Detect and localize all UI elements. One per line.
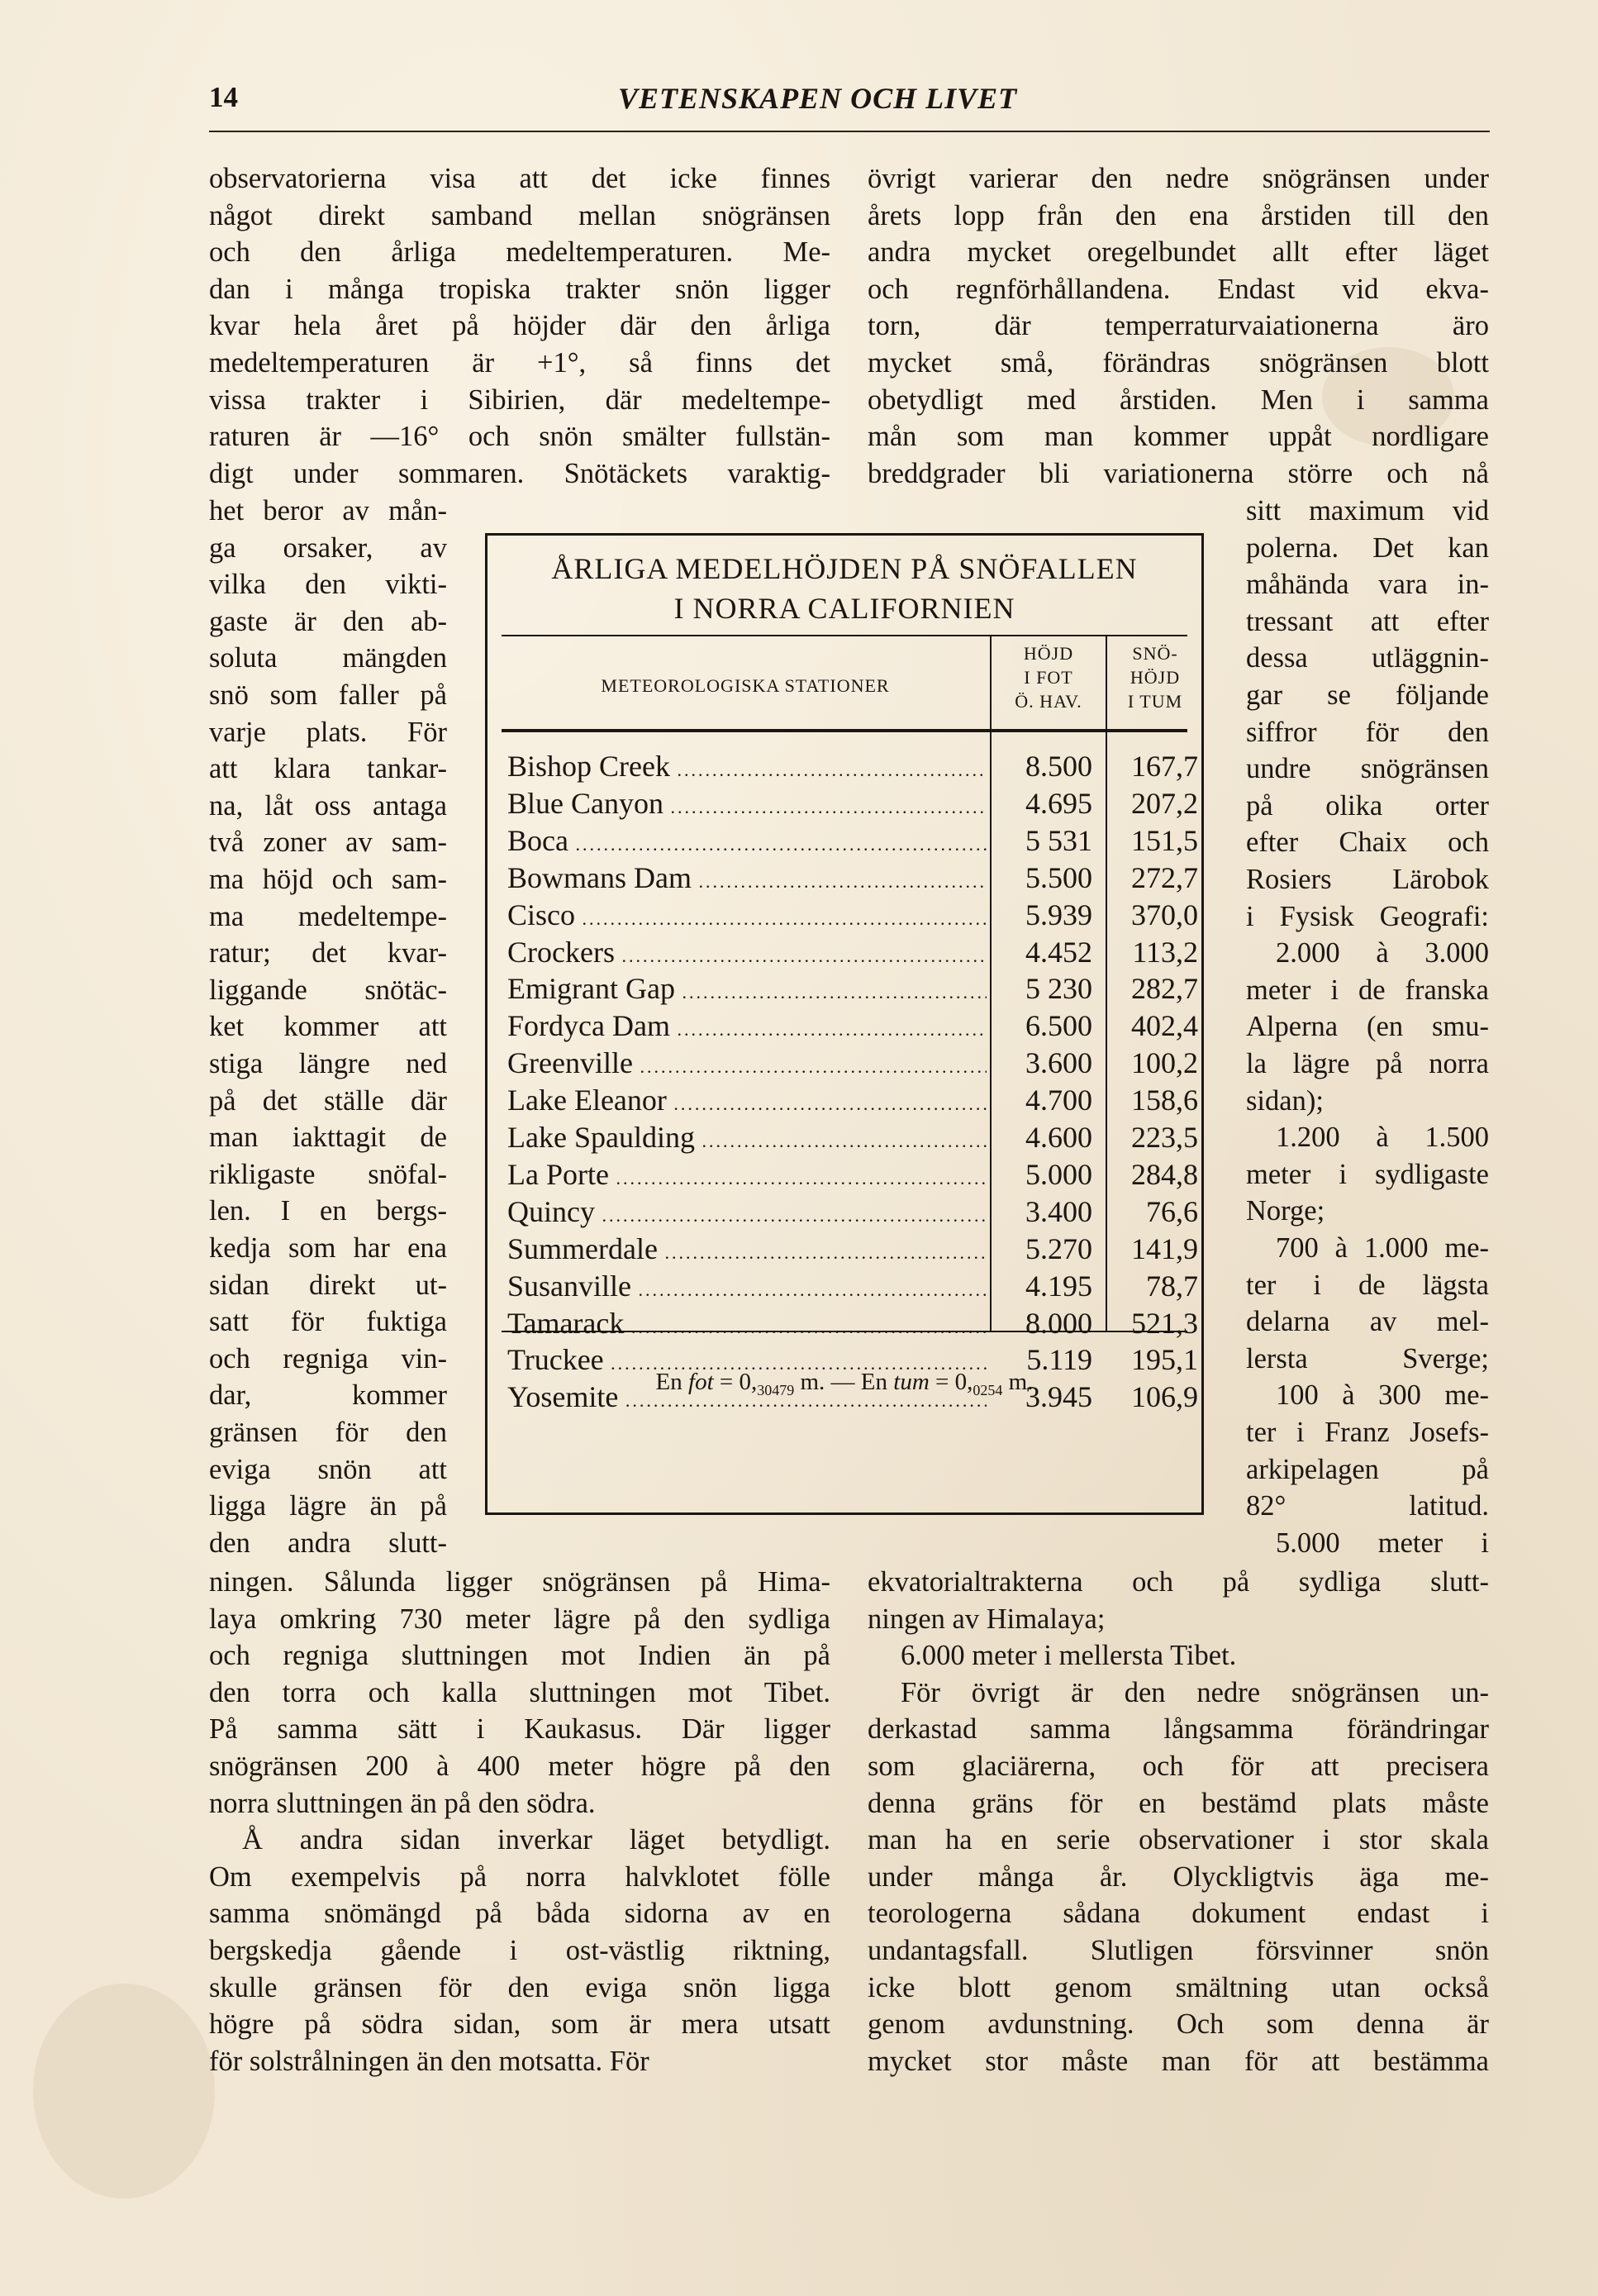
text-line: sitt maximum vid [1246, 495, 1489, 526]
text-line: ligga lägre än på [209, 1490, 447, 1522]
station-name: Cisco ..... [507, 898, 987, 932]
footnote-text: m. — En [800, 1369, 888, 1395]
footnote-subscript: 30479 [757, 1381, 795, 1398]
station-name: Crockers ..... [507, 935, 987, 969]
snow-value: 113,2 [1132, 935, 1198, 969]
text-line: sidan direkt ut- [209, 1269, 447, 1301]
station-name: Emigrant Gap ..... [507, 971, 987, 1006]
text-line: måhända vara in- [1246, 569, 1489, 601]
text-line: kvar hela året på höjder där den årliga [209, 310, 830, 342]
station-name: Lake Spaulding ..... [507, 1120, 987, 1155]
footnote-text: m. [1008, 1369, 1034, 1395]
height-value: 6.500 [1025, 1009, 1092, 1043]
text-line: ket kommer att [209, 1011, 447, 1043]
footnote-text: En [655, 1369, 682, 1395]
text-line: årets lopp från den ena årstiden till den [868, 199, 1489, 231]
text-line: gaste är den ab- [209, 605, 447, 637]
height-value: 5.119 [1026, 1343, 1092, 1377]
text-line: arkipelagen på [1246, 1453, 1489, 1485]
station-name: Lake Eleanor ..... [507, 1083, 987, 1117]
text-line: 1.200 à 1.500 [1276, 1122, 1489, 1154]
text-line: ter i Franz Josefs- [1246, 1417, 1489, 1448]
text-line: denna gräns för en bestämd plats måste [868, 1787, 1489, 1819]
snow-value: 402,4 [1131, 1009, 1198, 1043]
table-row [487, 1008, 1201, 1046]
text-line: ratur; det kvar- [209, 937, 447, 969]
height-value: 8.000 [1025, 1306, 1092, 1340]
text-line: soluta mängden [209, 642, 447, 674]
station-name: Susanville ..... [507, 1269, 987, 1303]
text-line: laya omkring 730 meter lägre på den sydliga [209, 1603, 830, 1635]
height-value: 5.939 [1025, 898, 1092, 931]
height-value: 3.945 [1025, 1380, 1092, 1414]
text-line: mycket stor måste man för att bestämma [868, 2045, 1489, 2077]
text-line: sidan); [1246, 1084, 1324, 1117]
text-line: 6.000 meter i mellersta Tibet. [901, 1640, 1237, 1672]
text-line: på olika orter [1246, 789, 1489, 822]
height-value: 5.000 [1025, 1157, 1092, 1191]
text-line: kedja som har ena [209, 1232, 447, 1264]
text-line: i Fysisk Geografi: [1246, 900, 1489, 932]
text-line: torn, där temperraturvaiationerna äro [868, 310, 1489, 342]
text-line: efter Chaix och [1246, 826, 1489, 859]
snow-value: 100,2 [1131, 1046, 1198, 1080]
text-line: ekvatorialtrakterna och på sydliga slutt- [868, 1566, 1489, 1598]
table-row [487, 1046, 1201, 1083]
text-line: la lägre på norra [1246, 1048, 1489, 1079]
station-name: Fordyca Dam ..... [507, 1008, 987, 1043]
text-line: stiga längre ned [209, 1048, 447, 1079]
table-row [487, 1083, 1201, 1120]
height-value: 4.452 [1025, 935, 1092, 969]
header-rule [209, 131, 1490, 132]
table-row [487, 860, 1201, 898]
text-line: norra sluttningen än på den södra. [209, 1787, 596, 1819]
height-value: 3.400 [1025, 1194, 1092, 1228]
text-line: snö som faller på [209, 679, 447, 711]
station-name: Yosemite ..... [507, 1379, 987, 1414]
table-title [487, 549, 1201, 628]
text-line: två zoner av sam- [209, 826, 447, 859]
height-value: 4.600 [1025, 1121, 1092, 1154]
snow-value: 158,6 [1131, 1084, 1198, 1117]
table-row [487, 749, 1201, 786]
snow-value: 223,5 [1131, 1121, 1198, 1154]
text-line: derkastad samma långsamma förändringar [868, 1713, 1489, 1746]
text-line: man iakttagit de [209, 1122, 447, 1154]
height-value: 4.700 [1025, 1084, 1092, 1117]
text-line: och regniga vin- [209, 1342, 447, 1374]
text-line: mycket små, förändras snögränsen blott [868, 347, 1489, 379]
text-line: observatorierna visa att det icke finnes [209, 163, 830, 194]
snow-value: 272,7 [1131, 860, 1198, 894]
text-line: lersta Sverge; [1246, 1342, 1489, 1374]
text-line: för solstrålningen än den motsatta. För [209, 2045, 649, 2077]
text-line: undre snögränsen [1246, 753, 1489, 785]
column-header-line: HÖJD [1130, 667, 1181, 688]
running-head: VETENSKAPEN OCH LIVET [618, 82, 1018, 115]
text-line: Norge; [1246, 1195, 1325, 1227]
paper-stain [33, 1984, 215, 2198]
text-line: obetydligt med årstiden. Men i samma [868, 383, 1489, 416]
text-line: Alperna (en smu- [1246, 1011, 1489, 1043]
footnote-text: = 0, [719, 1369, 758, 1395]
station-name: Greenville ..... [507, 1046, 987, 1080]
table-row [487, 786, 1201, 823]
page-number: 14 [209, 81, 238, 113]
text-line: bergskedja gående i ost-västlig riktning, [209, 1935, 830, 1966]
footnote-subscript: 0254 [973, 1381, 1003, 1398]
snow-value: 78,7 [1146, 1269, 1198, 1303]
station-name: Truckee ..... [507, 1342, 987, 1377]
snow-value: 370,0 [1131, 898, 1198, 931]
footnote-text: = 0, [935, 1369, 973, 1395]
text-line: 100 à 300 me- [1276, 1379, 1489, 1412]
column-header-height [993, 641, 1104, 713]
snow-value: 207,2 [1131, 786, 1198, 820]
table-header-bottom-rule [502, 729, 1187, 732]
table-footer-rule [502, 1331, 1187, 1332]
text-line: att klara tankar- [209, 753, 447, 785]
text-line: 82° latitud. [1246, 1490, 1489, 1522]
column-header-snow [1109, 641, 1201, 713]
text-line: siffror för den [1246, 716, 1489, 748]
text-line: meter i sydligaste [1246, 1158, 1489, 1190]
text-line: gränsen för den [209, 1417, 447, 1448]
text-line: rikligaste snöfal- [209, 1158, 447, 1190]
text-line: på det ställe där [209, 1084, 447, 1117]
text-line: polerna. Det kan [1246, 531, 1489, 564]
table-row [487, 1269, 1201, 1306]
text-line: icke blott genom smältning utan också [868, 1971, 1489, 2003]
text-line: len. I en bergs- [209, 1195, 447, 1227]
text-line: ter i de lägsta [1246, 1269, 1489, 1301]
text-line: vilka den vikti- [209, 569, 447, 601]
table-title-line: ÅRLIGA MEDELHÖJDEN PÅ SNÖFALLEN [551, 552, 1138, 585]
column-header-line: I FOT [1024, 667, 1073, 688]
text-line: 5.000 meter i [1276, 1527, 1489, 1559]
snow-value: 141,9 [1131, 1231, 1198, 1265]
text-line: tressant att efter [1246, 605, 1489, 637]
text-line: skulle gränsen för den eviga snön ligga [209, 1971, 830, 2003]
text-line: digt under sommaren. Snötäckets varaktig- [209, 457, 830, 489]
snow-value: 282,7 [1131, 972, 1198, 1006]
text-line: dar, kommer [209, 1379, 447, 1412]
table-row [487, 898, 1201, 935]
text-line: vissa trakter i Sibirien, där medeltempe- [209, 383, 830, 416]
table-row [487, 823, 1201, 860]
snow-value: 195,1 [1131, 1343, 1198, 1377]
table-row [487, 1194, 1201, 1231]
text-line: undantagsfall. Slutligen försvinner snön [868, 1935, 1489, 1966]
height-value: 3.600 [1025, 1046, 1092, 1080]
snow-value: 151,5 [1131, 823, 1198, 857]
text-line: snögränsen 200 à 400 meter högre på den [209, 1751, 830, 1782]
text-line: övrigt varierar den nedre snögränsen under [868, 163, 1489, 194]
text-line: den torra och kalla sluttningen mot Tibet. [209, 1676, 830, 1708]
footnote-unit: tum [893, 1369, 930, 1395]
text-line: man ha en serie observationer i stor skala [868, 1824, 1489, 1856]
text-line: na, låt oss antaga [209, 789, 447, 822]
text-line: dessa utläggnin- [1246, 642, 1489, 674]
text-line: het beror av mån- [209, 495, 447, 526]
text-line: raturen är —16° och snön smälter fullstän- [209, 421, 830, 453]
station-name: Summerdale ..... [507, 1231, 987, 1266]
text-line: gar se följande [1246, 679, 1489, 711]
text-line: 2.000 à 3.000 [1276, 937, 1489, 969]
snow-value: 284,8 [1131, 1157, 1198, 1191]
text-line: mån som man kommer uppåt nordligare [868, 421, 1489, 453]
station-name: Tamarack ..... [507, 1306, 987, 1341]
text-line: samma snömängd på båda sidorna av en [209, 1898, 830, 1930]
text-line: ma höjd och sam- [209, 864, 447, 895]
height-value: 5.270 [1025, 1231, 1092, 1265]
text-line: breddgrader bli variationerna större och nå [868, 457, 1489, 489]
text-line: eviga snön att [209, 1453, 447, 1485]
text-line: som glaciärerna, och för att precisera [868, 1751, 1489, 1782]
column-header-line: SNÖ- [1132, 643, 1178, 664]
text-line: den andra slutt- [209, 1527, 447, 1559]
text-line: satt för fuktiga [209, 1306, 447, 1338]
table-row [487, 1231, 1201, 1269]
height-value: 8.500 [1025, 750, 1092, 783]
text-line: och regniga sluttningen mot Indien än på [209, 1640, 830, 1672]
snow-value: 76,6 [1146, 1194, 1198, 1228]
text-line: högre på södra sidan, som är mera utsatt [209, 2008, 830, 2041]
snow-value: 167,7 [1131, 750, 1198, 783]
footnote-unit: fot [688, 1369, 714, 1395]
column-header-station: METEOROLOGISKA STATIONER [601, 675, 890, 696]
text-line: under många år. Olyckligtvis äga me- [868, 1860, 1489, 1893]
text-line: varje plats. För [209, 716, 447, 748]
station-name: Boca ..... [507, 823, 987, 858]
table-row [487, 1306, 1201, 1343]
text-line: 700 à 1.000 me- [1276, 1232, 1489, 1264]
text-line: delarna av mel- [1246, 1306, 1489, 1338]
text-line: andra mycket oregelbundet allt efter läget [868, 236, 1489, 269]
station-name: Bowmans Dam ..... [507, 860, 987, 895]
table-footnote [487, 1369, 1201, 1399]
table-title-line: I NORRA CALIFORNIEN [673, 592, 1015, 625]
height-value: 4.195 [1025, 1269, 1092, 1303]
text-line: Å andra sidan inverkar läget betydligt. [242, 1824, 830, 1856]
text-line: ningen av Himalaya; [868, 1603, 1106, 1635]
station-name: La Porte ..... [507, 1157, 987, 1192]
height-value: 5.500 [1025, 860, 1092, 894]
snowfall-table [485, 533, 1204, 1515]
text-line: ma medeltempe- [209, 900, 447, 932]
snow-value: 106,9 [1131, 1380, 1198, 1414]
text-line: medeltemperaturen är +1°, så finns det [209, 347, 830, 379]
text-line: meter i de franska [1246, 974, 1489, 1006]
text-line: För övrigt är den nedre snögränsen un- [901, 1676, 1489, 1708]
table-row [487, 1120, 1201, 1157]
table-row [487, 935, 1201, 972]
station-name: Bishop Creek ..... [507, 749, 987, 784]
text-line: och regnförhållandena. Endast vid ekva- [868, 273, 1489, 305]
text-line: Om exempelvis på norra halvklotet fölle [209, 1860, 830, 1893]
text-line: genom avdunstning. Och som denna är [868, 2008, 1489, 2041]
text-line: dan i många tropiska trakter snön ligger [209, 273, 830, 305]
table-row [487, 971, 1201, 1008]
station-name: Quincy ..... [507, 1194, 987, 1229]
height-value: 5 230 [1025, 972, 1092, 1006]
text-line: och den årliga medeltemperaturen. Me- [209, 236, 830, 269]
text-line: På samma sätt i Kaukasus. Där ligger [209, 1713, 830, 1746]
text-line: ga orsaker, av [209, 531, 447, 564]
text-line: liggande snötäc- [209, 974, 447, 1006]
table-header-rule [502, 635, 1187, 636]
text-line: något direkt samband mellan snögränsen [209, 199, 830, 231]
station-name: Blue Canyon ..... [507, 786, 987, 821]
column-header-line: I TUM [1127, 691, 1183, 712]
snow-value: 521,3 [1131, 1306, 1198, 1340]
text-line: ningen. Sålunda ligger snögränsen på Hima- [209, 1566, 830, 1598]
column-header-line: Ö. HAV. [1015, 691, 1082, 712]
height-value: 5 531 [1025, 823, 1092, 857]
table-row [487, 1157, 1201, 1194]
text-line: teorologerna sådana dokument endast i [868, 1898, 1489, 1930]
text-line: Rosiers Lärobok [1246, 864, 1489, 895]
column-header-line: HÖJD [1023, 643, 1074, 664]
height-value: 4.695 [1025, 786, 1092, 820]
